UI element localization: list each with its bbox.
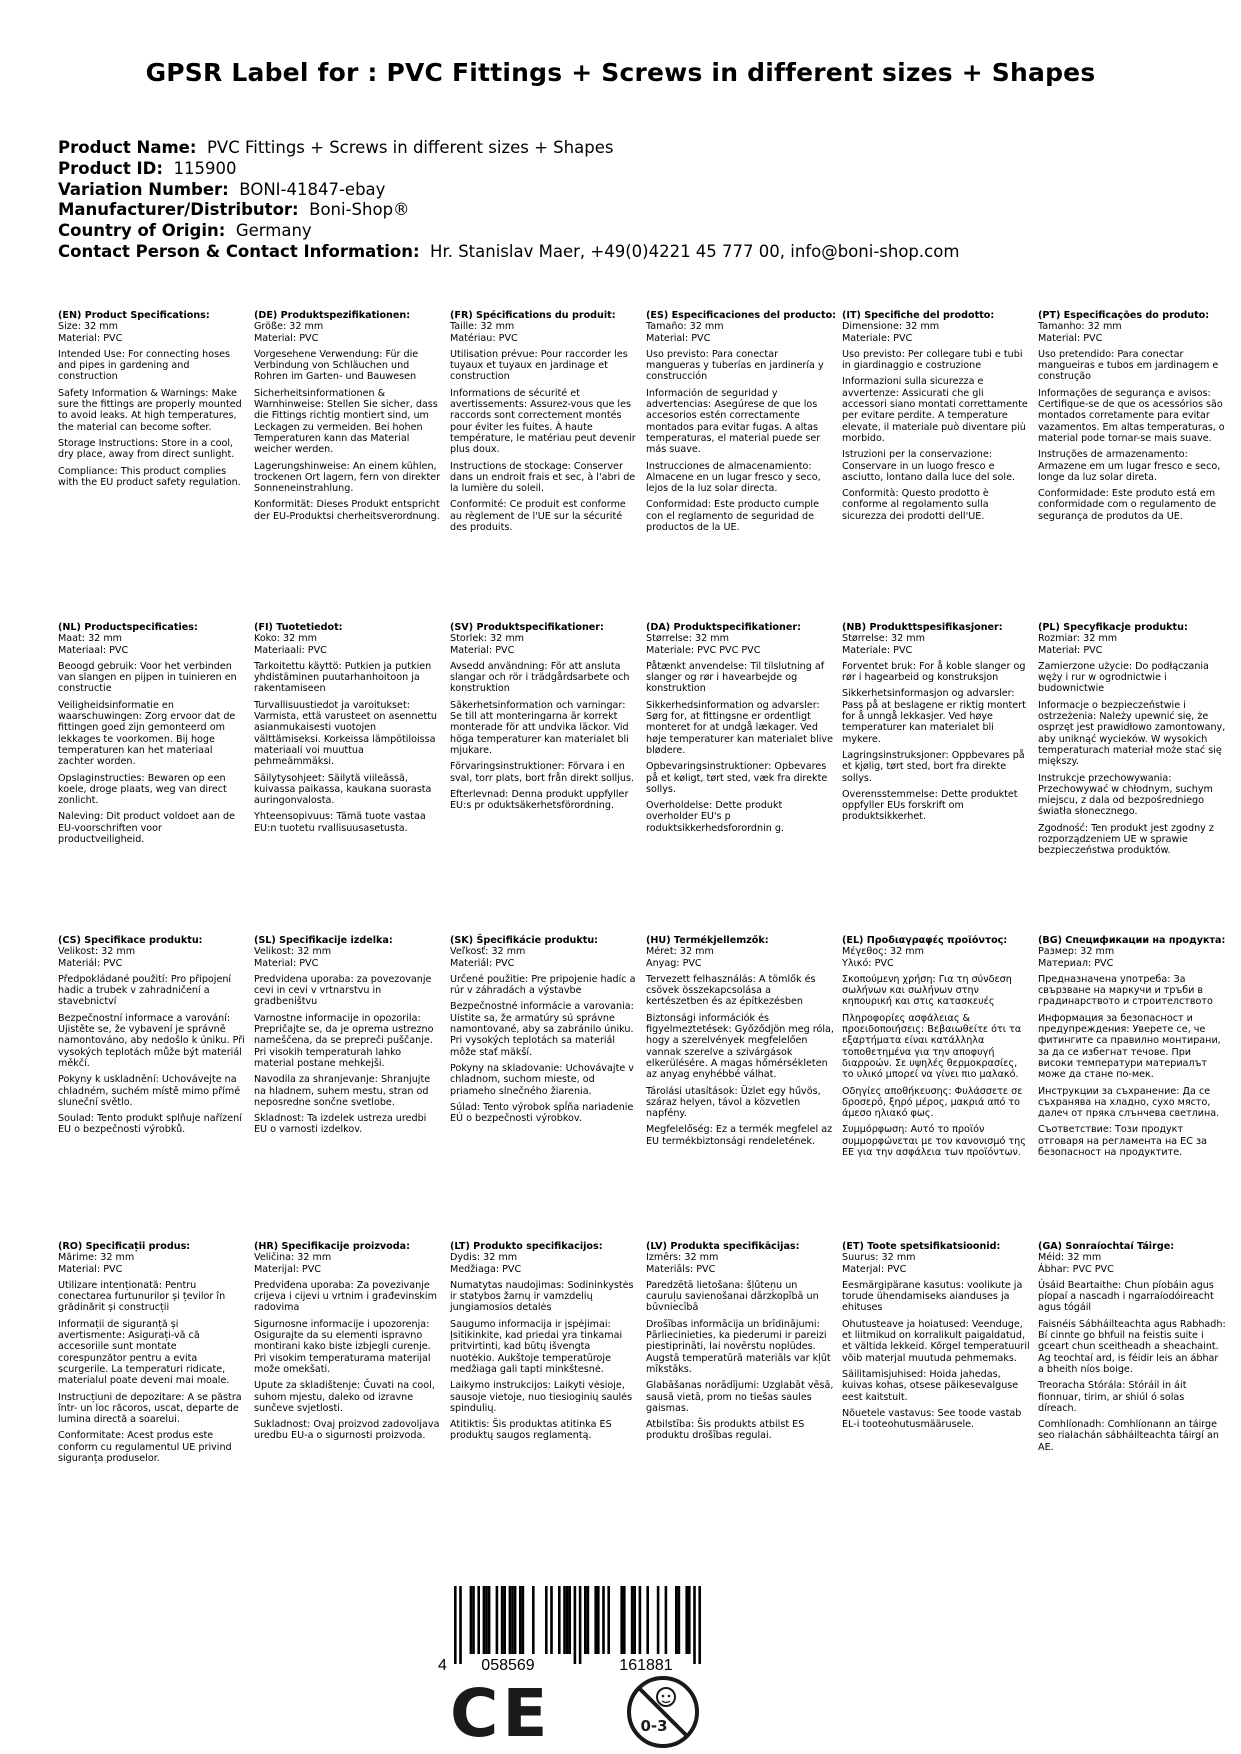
spec-use: Uso previsto: Per collegare tubi e tubi in giardinaggio e costruzione — [842, 348, 1023, 372]
barcode-bar — [602, 1586, 605, 1654]
spec-use: Zamierzone użycie: Do podłączania węży i rur w ogrodnictwie i budownictwie — [1038, 660, 1209, 695]
spec-compliance: Conformité: Ce produit est conforme au règlement de l'UE sur la sécurité des produits. — [450, 499, 626, 534]
spec-safety: Информация за безопасност и предупреждения: Уверете се, че фитингите са правилно монтирани, за да се избегнат течове. При високи температури материалът може да стане по-мек. — [1038, 1012, 1221, 1081]
spec-heading: (EN) Product Specifications: — [58, 310, 210, 321]
barcode-bar — [496, 1586, 499, 1654]
spec-use: Úsáid Beartaithe: Chun píobáin agus píopaí a nascadh i ngarraíodóireacht agus tógáil — [1038, 1279, 1214, 1314]
spec-safety: Sigurnosne informacije i upozorenja: Osigurajte da su elementi ispravno montirani kako biste izbjegli curenje. Pri visokim temperaturama materijal može omekšati. — [254, 1318, 431, 1375]
spec-heading: (NB) Produkttspesifikasjoner: — [842, 622, 1003, 633]
spec-use: Forventet bruk: For å koble slanger og rør i hagearbeid og konstruksjon — [842, 660, 1026, 684]
spec-storage: Instrucțiuni de depozitare: A se păstra într- un loc răcoros, uscat, departe de lumina directă a soarelui. — [58, 1391, 242, 1426]
spec-storage: Storage Instructions: Store in a cool, dry place, away from direct sunlight. — [58, 437, 235, 461]
spec-size: Veličina: 32 mm — [254, 1252, 332, 1264]
spec-compliance: Konformität: Dieses Produkt entspricht der EU-Produktsi cherheitsverordnung. — [254, 499, 440, 522]
spec-storage: Säilitamisjuhised: Hoida jahedas, kuivas kohas, otsese päikesevalguse eest kaitstult. — [842, 1368, 1019, 1403]
barcode-bar — [454, 1586, 457, 1664]
spec-safety: Informacje o bezpieczeństwie i ostrzeżenia: Należy upewnić się, że osprzęt jest prawidłowo zamontowany, aby uniknąć wycieków. W wysokich temperaturach materiał może stać się miększy. — [1038, 699, 1226, 768]
spec-material: Material: PVC — [450, 644, 515, 656]
spec-block-es — [646, 310, 837, 534]
spec-compliance: Συμμόρφωση: Αυτό το προϊόν συμμορφώνεται με τον κανονισμό της ΕΕ για την ασφάλεια των προϊόντων. — [842, 1124, 1026, 1159]
spec-use: Určené použitie: Pre pripojenie hadíc a rúr v záhradách a výstavbe — [450, 973, 636, 997]
spec-compliance: Nõuetele vastavus: See toode vastab EL-i tooteohutusmäärusele. — [842, 1407, 1022, 1431]
spec-heading: (DA) Produktspecifikationer: — [646, 622, 801, 633]
ean-barcode — [432, 1582, 722, 1672]
spec-heading: (HR) Specifikacije proizvoda: — [254, 1241, 410, 1252]
barcode-bar — [532, 1586, 535, 1654]
barcode-bar — [550, 1586, 553, 1654]
spec-heading: (CS) Specifikace produktu: — [58, 935, 203, 946]
spec-block-fi — [254, 622, 442, 834]
spec-compliance: Súlad: Tento výrobok spĺňa nariadenie EÚ o bezpečnosti výrobkov. — [450, 1101, 634, 1125]
barcode-bar — [511, 1586, 514, 1654]
spec-compliance: Overholdelse: Dette produkt overholder EU's p roduktsikkerhedsforordnin g. — [646, 800, 785, 834]
spec-compliance: Conformità: Questo prodotto è conforme al regolamento sulla sicurezza dei prodotti dell'UE. — [842, 488, 989, 522]
barcode-bar — [545, 1586, 548, 1654]
barcode-bar — [485, 1586, 488, 1654]
spec-heading: (DE) Produktspezifikationen: — [254, 310, 411, 321]
barcode-digits-right: 161881 — [619, 1657, 673, 1674]
spec-storage: Säilytysohjeet: Säilytä viileässä, kuivassa paikassa, kaukana suorasta auringonvalosta. — [254, 772, 432, 807]
barcode-bar — [503, 1586, 506, 1654]
spec-storage: Opbevaringsinstruktioner: Opbevares på et køligt, tørt sted, væk fra direkte sollys. — [646, 761, 828, 795]
spec-use: Avsedd användning: För att ansluta slangar och rör i trädgårdsarbete och konstruktion — [450, 660, 630, 695]
spec-safety: Sikkerhetsinformasjon og advarsler: Pass på at beslagene er riktig montert for å unngå lekkasjer. Ved høye temperaturer kan materialet bli mykere. — [842, 688, 1026, 745]
spec-size: Veľkosť: 32 mm — [450, 946, 526, 958]
spec-storage: Lagringsinstruksjoner: Oppbevares på et kjølig, tørt sted, bort fra direkte sollys. — [842, 749, 1025, 784]
spec-safety: Bezpečnostné informácie a varovania: Uistite sa, že armatúry sú správne namontované, aby sa zabránilo úniku. Pri vysokých teplotách sa materiál môže stať mäkší. — [450, 1001, 634, 1058]
spec-use: Intended Use: For connecting hoses and pipes in gardening and construction — [58, 348, 231, 383]
spec-use: Tarkoitettu käyttö: Putkien ja putkien yhdistäminen puutarhanhoitoon ja rakentamiseen — [254, 660, 432, 695]
spec-block-ro — [58, 1241, 246, 1464]
barcode-bar — [470, 1586, 473, 1654]
info-product-id: Product ID: 115900 — [58, 158, 237, 178]
spec-size: Tamaño: 32 mm — [646, 321, 724, 333]
spec-safety: Safety Information & Warnings: Make sure the fittings are properly mounted to avoid leaks. At high temperatures, the material can become softer. — [58, 387, 242, 433]
spec-compliance: Naleving: Dit product voldoet aan de EU-voorschriften voor productveiligheid. — [58, 811, 235, 846]
spec-use: Utilisation prévue: Pour raccorder les tuyaux et tuyaux en jardinage et construction — [450, 348, 628, 383]
not-suitable-under-3-icon — [626, 1675, 700, 1749]
barcode-bar — [698, 1586, 701, 1664]
spec-size: Μέγεθος: 32 mm — [842, 946, 924, 958]
barcode-bar — [566, 1586, 569, 1654]
barcode-bar — [514, 1586, 517, 1654]
spec-block-hr — [254, 1241, 442, 1442]
spec-compliance: Conformidad: Este producto cumple con el reglamento de seguridad de productos de la UE. — [646, 499, 819, 534]
barcode-bar — [472, 1586, 475, 1654]
barcode-bar — [623, 1586, 626, 1654]
spec-size: Izmērs: 32 mm — [646, 1252, 719, 1264]
spec-storage: Pokyny na skladovanie: Uchovávajte v chladnom, suchom mieste, od priameho slnečného žiarenia. — [450, 1062, 634, 1097]
spec-safety: Faisnéis Sábháilteachta agus Rabhadh: Bí cinnte go bhfuil na feistis suite i gceart chun sceitheadh a sheachaint. Ag teochtaí ard, is féidir leis an ábhar a bheith níos boige. — [1038, 1318, 1226, 1375]
barcode-bar — [477, 1586, 480, 1654]
barcode-bar — [633, 1586, 636, 1654]
spec-storage: Instruções de armazenamento: Armazene em um lugar fresco e seco, longe da luz solar direta. — [1038, 449, 1221, 483]
spec-storage: Tárolási utasítások: Üzlet egy hűvös, száraz helyen, távol a közvetlen napfény. — [646, 1085, 821, 1120]
spec-material: Material: PVC — [254, 957, 319, 969]
spec-material: Materiál: PVC — [450, 957, 515, 969]
spec-storage: Pokyny k uskladnění: Uchovávejte na chladném, suchém místě mimo přímé sluneční světlo. — [58, 1074, 241, 1108]
spec-size: Méid: 32 mm — [1038, 1252, 1102, 1264]
spec-block-pl — [1038, 622, 1226, 857]
spec-size: Dydis: 32 mm — [450, 1252, 518, 1264]
barcode-bar — [587, 1586, 590, 1654]
spec-heading: (BG) Спецификации на продукта: — [1038, 935, 1226, 946]
spec-size: Taille: 32 mm — [450, 321, 515, 333]
spec-safety: Informații de siguranță și avertismente: Asigurați-vă că accesoriile sunt montate corespunzător pentru a evita scurgerile. La temperaturi ridicate, materialul poate deveni mai moale. — [58, 1318, 230, 1387]
barcode-bar — [688, 1586, 691, 1654]
spec-compliance: Atitiktis: Šis produktas atitinka ES produktų saugos reglamentą. — [450, 1419, 612, 1442]
barcode-bar — [579, 1586, 582, 1664]
info-contact: Contact Person & Contact Information: Hr. Stanislav Maer, +49(0)4221 45 777 00, info@boni-shop.com — [58, 241, 960, 261]
spec-material: Materijal: PVC — [254, 1263, 321, 1275]
spec-heading: (RO) Specificații produs: — [58, 1241, 191, 1252]
spec-compliance: Sukladnost: Ovaj proizvod zadovoljava uredbu EU-a o sigurnosti proizvoda. — [254, 1419, 440, 1442]
spec-block-pt — [1038, 310, 1226, 522]
spec-safety: Drošības informācija un brīdinājumi: Pārliecinieties, ka piederumi ir pareizi piestiprināti, lai novērstu noplūdes. Augstā temperatūrā materiāls var kļūt mīkstāks. — [646, 1318, 831, 1375]
spec-safety: Veiligheidsinformatie en waarschuwingen: Zorg ervoor dat de fittingen goed zijn gemonteerd om lekkages te voorkomen. Bij hoge temperaturen kan het materiaal zachter worden. — [58, 699, 236, 768]
barcode-bar — [522, 1586, 525, 1654]
spec-size: Размер: 32 mm — [1038, 946, 1115, 958]
spec-size: Größe: 32 mm — [254, 321, 324, 333]
spec-size: Dimensione: 32 mm — [842, 321, 940, 333]
spec-compliance: Conformitate: Acest produs este conform cu regulamentul UE privind siguranța produselor. — [58, 1430, 232, 1465]
spec-safety: Ohutusteave ja hoiatused: Veenduge, et liitmikud on korralikult paigaldatud, et vältida lekkeid. Kõrgel temperatuuril võib materjal muutuda pehmemaks. — [842, 1318, 1030, 1364]
spec-storage: Navodila za shranjevanje: Shranjujte na hladnem, suhem mestu, stran od neposredne sončne svetlobe. — [254, 1074, 431, 1108]
spec-size: Size: 32 mm — [58, 321, 118, 333]
spec-safety: Información de seguridad y advertencias: Asegúrese de que los accesorios estén correctamente montados para evitar fugas. A altas temperaturas, el material puede ser más suave. — [646, 387, 821, 456]
barcode-bar — [597, 1586, 600, 1654]
svg-text:CE: CE — [450, 1675, 552, 1752]
spec-use: Σκοπούμενη χρήση: Για τη σύνδεση σωλήνων και σωλήνων στην κηπουρική και στις κατασκευές — [842, 973, 1012, 1008]
spec-storage: Οδηγίες αποθήκευσης: Φυλάσσετε σε δροσερό, ξηρό μέρος, μακριά από το άμεσο ηλιακό φως. — [842, 1085, 1023, 1120]
spec-use: Paredzētā lietošana: šļūteņu un cauruļu savienošanai dārzkopībā un būvniecībā — [646, 1279, 819, 1314]
spec-heading: (LT) Produkto specifikacijos: — [450, 1241, 603, 1252]
spec-block-sv — [450, 622, 638, 811]
spec-safety: Πληροφορίες ασφάλειας & προειδοποιήσεις: Βεβαιωθείτε ότι τα εξαρτήματα είναι κατάλληλα τοποθετημένα για την αποφυγή διαρροών. Σε υψηλές θερμοκρασίες, το υλικό μπορεί να γίνει πιο μαλακό. — [842, 1012, 1022, 1081]
spec-safety: Bezpečnostní informace a varování: Ujistěte se, že vybavení je správně namontováno, aby nedošlo k úniku. Při vysokých teplotách může být materiál měkčí. — [58, 1012, 245, 1069]
spec-use: Utilizare intenționată: Pentru conectarea furtunurilor și țevilor în grădinărit și construcții — [58, 1279, 226, 1314]
spec-use: Predvidena uporaba: za povezovanje cevi in cevi v vrtnarstvu in gradbeništvu — [254, 973, 432, 1008]
spec-material: Materiale: PVC PVC PVC — [646, 644, 761, 656]
spec-use: Eesmärgipärane kasutus: voolikute ja torude ühendamiseks aianduses ja ehituses — [842, 1279, 1023, 1314]
spec-size: Storlek: 32 mm — [450, 633, 525, 645]
spec-block-en — [58, 310, 246, 488]
spec-material: Anyag: PVC — [646, 957, 702, 969]
spec-use: Uso previsto: Para conectar mangueras y tuberías en jardinería y construcción — [646, 348, 824, 383]
info-country-of-origin: Country of Origin: Germany — [58, 221, 312, 241]
spec-heading: (ET) Toote spetsifikatsioonid: — [842, 1241, 1001, 1252]
spec-safety: Varnostne informacije in opozorila: Prepričajte se, da je oprema ustrezno nameščena, da se prepreči puščanje. Pri visokih temperaturah lahko material postane mehkejši. — [254, 1012, 434, 1069]
spec-size: Velikost: 32 mm — [254, 946, 332, 958]
spec-material: Materiāls: PVC — [646, 1263, 716, 1275]
spec-use: Predviđena uporaba: Za povezivanje crijeva i cijevi u vrtnim i građevinskim radovima — [254, 1279, 437, 1314]
barcode-bar — [509, 1586, 512, 1654]
spec-storage: Instrucciones de almacenamiento: Almacene en un lugar fresco y seco, lejos de la luz solar directa. — [646, 460, 821, 495]
spec-safety: Informações de segurança e avisos: Certifique-se de que os acessórios são montados corretamente para evitar vazamentos. Em altas temperaturas, o material pode tornar-se mais suave. — [1038, 387, 1225, 444]
product-info — [58, 138, 959, 263]
spec-block-lt — [450, 1241, 638, 1442]
spec-heading: (IT) Specifiche del prodotto: — [842, 310, 995, 321]
spec-compliance: Megfelelőség: Ez a termék megfelel az EU termékbiztonsági rendeletének. — [646, 1124, 833, 1147]
spec-use: Предназначена употреба: За свързване на маркучи и тръби в градинарството и строителството — [1038, 973, 1213, 1008]
spec-safety: Sicherheitsinformationen & Warnhinweise: Stellen Sie sicher, dass die Fittings richtig montiert sind, um Leckagen zu vermeiden. Bei hohen Temperaturen kann das Material weicher werden. — [254, 387, 438, 456]
barcode-bar — [574, 1586, 577, 1664]
spec-compliance: Atbilstība: Šis produkts atbilst ES produktu drošības regulai. — [646, 1419, 805, 1442]
spec-material: Материал: PVC — [1038, 957, 1114, 969]
spec-block-lv — [646, 1241, 834, 1442]
spec-size: Rozmiar: 32 mm — [1038, 633, 1118, 645]
spec-compliance: Съответствие: Този продукт отговаря на регламента на ЕС за безопасност на продуктите. — [1038, 1124, 1207, 1159]
spec-size: Suurus: 32 mm — [842, 1252, 916, 1264]
spec-size: Størrelse: 32 mm — [842, 633, 925, 645]
spec-storage: Glabāšanas norādījumi: Uzglabāt vēsā, sausā vietā, prom no tiešas saules gaismas. — [646, 1380, 834, 1414]
spec-block-cs — [58, 935, 246, 1136]
spec-material: Materiale: PVC — [842, 332, 913, 344]
spec-use: Vorgesehene Verwendung: Für die Verbindung von Schläuchen und Rohren im Garten- und Bauwesen — [254, 348, 419, 383]
barcode-bar — [483, 1586, 486, 1654]
spec-block-bg — [1038, 935, 1226, 1158]
spec-use: Předpokládané použití: Pro připojení hadic a trubek v zahradničení a stavebnictví — [58, 973, 232, 1008]
spec-block-de — [254, 310, 442, 522]
spec-material: Material: PVC — [646, 332, 711, 344]
spec-block-it — [842, 310, 1030, 522]
spec-heading: (SL) Specifikacije izdelka: — [254, 935, 393, 946]
barcode-bar — [584, 1586, 587, 1654]
spec-size: Méret: 32 mm — [646, 946, 714, 958]
barcode-bar — [657, 1586, 660, 1654]
spec-size: Mărime: 32 mm — [58, 1252, 135, 1264]
spec-heading: (ES) Especificaciones del producto: — [646, 310, 837, 321]
spec-safety: Informazioni sulla sicurezza e avvertenze: Assicurati che gli accessori siano montati correttamente per evitare perdite. A temperature elevate, il materiale può diventare più morbido. — [842, 376, 1028, 444]
spec-material: Material: PVC — [58, 332, 123, 344]
barcode-bar — [563, 1586, 566, 1654]
spec-size: Størrelse: 32 mm — [646, 633, 729, 645]
spec-storage: Lagerungshinweise: An einem kühlen, trockenen Ort lagern, fern von direkter Sonneneinstrahlung. — [254, 460, 441, 495]
spec-use: Påtænkt anvendelse: Til tilslutning af slanger og rør i havearbejde og konstruktion — [646, 660, 825, 695]
barcode-bar — [639, 1586, 642, 1654]
spec-storage: Instructions de stockage: Conserver dans un endroit frais et sec, à l'abri de la lumière du soleil. — [450, 460, 636, 495]
info-product-name: Product Name: PVC Fittings + Screws in different sizes + Shapes — [58, 138, 614, 157]
spec-heading: (LV) Produkta specifikācijas: — [646, 1241, 800, 1252]
spec-material: Medžiaga: PVC — [450, 1263, 522, 1275]
spec-block-ga — [1038, 1241, 1226, 1453]
barcode-bar — [501, 1586, 504, 1654]
spec-storage: Instrukcje przechowywania: Przechowywać w chłodnym, suchym miejscu, z dala od bezpośredniego światła słonecznego. — [1038, 772, 1213, 818]
barcode-bar — [631, 1586, 634, 1654]
spec-material: Materiaali: PVC — [254, 644, 327, 656]
barcode-bar — [488, 1586, 491, 1654]
barcode-digits-left: 058569 — [481, 1657, 535, 1674]
barcode-bar — [459, 1586, 462, 1664]
spec-material: Materiaal: PVC — [58, 644, 129, 656]
info-variation-number: Variation Number: BONI-41847-ebay — [58, 179, 386, 199]
spec-storage: Förvaringsinstruktioner: Förvara i en sval, torr plats, bort från direkt solljus. — [450, 761, 635, 784]
spec-safety: Biztonsági információk és figyelmeztetések: Győződjön meg róla, hogy a szerelvények megfelelően vannak szerelve a szivárgások elkerülésére. A magas hőmérsékleten az anyag enyhébbé válhat. — [646, 1012, 834, 1081]
spec-storage: Upute za skladištenje: Čuvati na cool, suhom mjestu, daleko od izravne sunčeve svjetlosti. — [254, 1380, 435, 1414]
barcode-bar — [620, 1586, 623, 1654]
spec-storage: Istruzioni per la conservazione: Conservare in un luogo fresco e asciutto, lontano dalla luce del sole. — [842, 449, 1016, 483]
spec-compliance: Efterlevnad: Denna produkt uppfyller EU:s pr oduktsäkerhetsförordning. — [450, 788, 629, 812]
spec-heading: (GA) Sonraíochtaí Táirge: — [1038, 1241, 1175, 1252]
barcode-bar — [568, 1586, 571, 1654]
spec-material: Material: PVC — [254, 332, 319, 344]
spec-compliance: Compliance: This product complies with the EU product safety regulation. — [58, 465, 241, 488]
spec-heading: (FI) Tuotetiedot: — [254, 622, 343, 633]
spec-heading: (HU) Termékjellemzők: — [646, 935, 769, 946]
spec-storage: Opslaginstructies: Bewaren op een koele, droge plaats, weg van direct zonlicht. — [58, 772, 227, 807]
barcode-digit-first: 4 — [438, 1657, 447, 1674]
spec-material: Materiale: PVC — [842, 644, 913, 656]
spec-storage: Инструкции за съхранение: Да се съхранява на хладно, сухо място, далеч от пряка слънчева светлина. — [1038, 1085, 1220, 1120]
spec-storage: Treoracha Stórála: Stóráil in áit fionnuar, tirim, ar shiúl ó solas díreach. — [1038, 1380, 1187, 1414]
spec-material: Ábhar: PVC PVC — [1038, 1263, 1114, 1275]
spec-compliance: Soulad: Tento produkt splňuje nařízení EU o bezpečnosti výrobků. — [58, 1113, 242, 1136]
spec-material: Materjal: PVC — [842, 1263, 907, 1275]
barcode-bar — [678, 1586, 681, 1654]
spec-use: Uso pretendido: Para conectar mangueiras e tubos em jardinagem e construção — [1038, 348, 1219, 383]
spec-heading: (FR) Spécifications du produit: — [450, 310, 616, 321]
spec-block-nb — [842, 622, 1030, 823]
spec-block-hu — [646, 935, 834, 1147]
spec-material: Materiał: PVC — [1038, 644, 1103, 656]
spec-block-el — [842, 935, 1030, 1158]
spec-heading: (SV) Produktspecifikationer: — [450, 622, 604, 633]
spec-heading: (EL) Προδιαγραφές προϊόντος: — [842, 935, 1008, 946]
spec-safety: Saugumo informacija ir įspėjimai: Įsitikinkite, kad priedai yra tinkamai pritvirtinti, kad būtų išvengta nuotėkio. Aukštoje temperatūroje medžiaga gali tapti minkštesnė. — [450, 1318, 623, 1375]
spec-block-da — [646, 622, 834, 834]
spec-heading: (PT) Especificações do produto: — [1038, 310, 1210, 321]
spec-material: Material: PVC — [58, 1263, 123, 1275]
spec-compliance: Skladnost: Ta izdelek ustreza uredbi EU o varnosti izdelkov. — [254, 1113, 427, 1136]
spec-heading: (SK) Špecifikácie produktu: — [450, 935, 599, 946]
spec-storage: Laikymo instrukcijos: Laikyti vėsioje, sausoje vietoje, nuo tiesioginių saulės spindulių. — [450, 1380, 633, 1414]
spec-block-sl — [254, 935, 442, 1136]
spec-material: Materiál: PVC — [58, 957, 123, 969]
spec-heading: (PL) Specyfikacje produktu: — [1038, 622, 1188, 633]
spec-material: Υλικό: PVC — [842, 957, 894, 969]
barcode-bar — [685, 1586, 688, 1654]
spec-use: Tervezett felhasználás: A tömlők és csövek összekapcsolása a kertészetben és az építkezésben — [646, 973, 816, 1008]
spec-material: Material: PVC — [1038, 332, 1103, 344]
spec-safety: Säkerhetsinformation och varningar: Se till att monteringarna är korrekt monterade för att undvika läckor. Vid höga temperaturer kan materialet bli mjukare. — [450, 699, 629, 756]
spec-safety: Informations de sécurité et avertissements: Assurez-vous que les raccords sont correctement montés pour éviter les fuites. À haute température, le matériau peut devenir plus doux. — [450, 387, 636, 456]
barcode-bar — [665, 1586, 668, 1654]
spec-block-sk — [450, 935, 638, 1124]
spec-compliance: Comhlíonadh: Comhlíonann an táirge seo rialachán sábháilteachta táirgí an AE. — [1038, 1419, 1219, 1453]
spec-safety: Sikkerhedsinformation og advarsler: Sørg for, at fittingsne er ordentligt monteret for at undgå lækager. Ved høje temperaturer kan materialet blive blødere. — [646, 699, 834, 756]
barcode-bar — [675, 1586, 678, 1654]
spec-size: Velikost: 32 mm — [58, 946, 136, 958]
barcode-bar — [594, 1586, 597, 1654]
barcode-bar — [607, 1586, 610, 1654]
spec-use: Numatytas naudojimas: Sodininkystės ir statybos žarnų ir vamzdelių jungiamosios detalės — [450, 1279, 634, 1314]
ce-mark-icon — [450, 1675, 552, 1752]
spec-safety: Turvallisuustiedot ja varoitukset: Varmista, että varusteet on asennettu asianmukaisesti vuotojen välttämiseksi. Korkeissa lämpötiloissa materiaali voi muuttua pehmeämmäksi. — [254, 699, 437, 768]
spec-block-nl — [58, 622, 246, 845]
barcode-bar — [646, 1586, 649, 1654]
barcode-bar — [519, 1586, 522, 1654]
info-manufacturer: Manufacturer/Distributor: Boni-Shop® — [58, 200, 410, 220]
spec-size: Maat: 32 mm — [58, 633, 123, 645]
barcode-bar — [693, 1586, 696, 1664]
spec-block-et — [842, 1241, 1030, 1430]
spec-size: Koko: 32 mm — [254, 633, 317, 645]
spec-block-fr — [450, 310, 638, 533]
spec-material: Matériau: PVC — [450, 332, 518, 344]
spec-use: Beoogd gebruik: Voor het verbinden van slangen en pijpen in tuinieren en constructie — [58, 660, 237, 695]
spec-compliance: Conformidade: Este produto está em conformidade com o regulamento de segurança de produtos da UE. — [1038, 488, 1217, 522]
age-label: 0-3 — [640, 1717, 668, 1735]
page-title: GPSR Label for : PVC Fittings + Screws in different sizes + Shapes — [145, 58, 1096, 87]
spec-compliance: Yhteensopivuus: Tämä tuote vastaa EU:n tuotetu rvallisuusasetusta. — [254, 811, 426, 834]
spec-heading: (NL) Productspecificaties: — [58, 622, 198, 633]
spec-compliance: Overensstemmelse: Dette produktet oppfyller EUs forskrift om produktsikkerhet. — [842, 788, 1018, 823]
spec-compliance: Zgodność: Ten produkt jest zgodny z rozporządzeniem UE w sprawie bezpieczeństwa produktów. — [1038, 822, 1214, 857]
spec-size: Tamanho: 32 mm — [1038, 321, 1122, 333]
barcode-bar — [558, 1586, 561, 1654]
